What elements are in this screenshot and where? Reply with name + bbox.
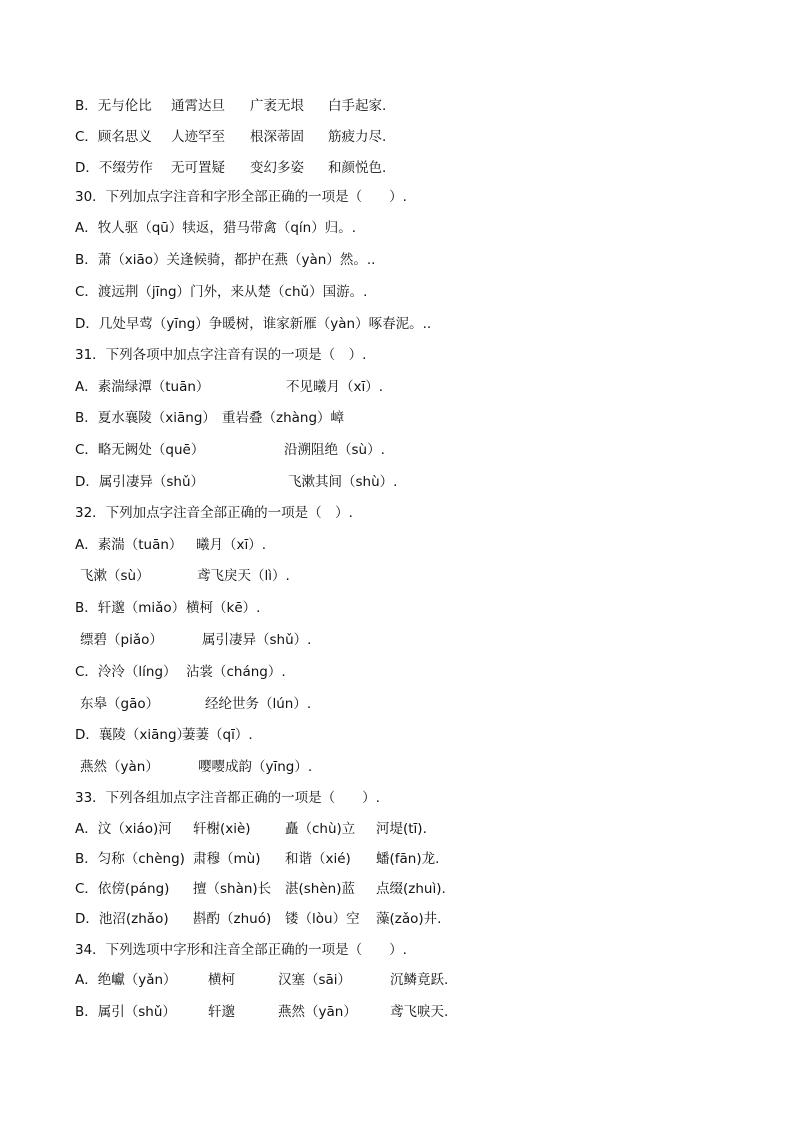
option-cell: B．夏水襄陵（xiāng） [75, 410, 216, 426]
option-cell: 嘤嘤成韵（yīng）. [198, 759, 313, 775]
option-line: C．渡远荆（jīng）门外，来从楚（chǔ）国游。. [75, 284, 368, 300]
option-cell: 矗（chù)立 [285, 821, 356, 837]
question-31-stem: 31．下列各项中加点字注音有误的一项是（ ）. [75, 347, 367, 363]
option-cell: D．池沼(zhǎo) [75, 911, 169, 927]
option-cell: B．属引（shǔ） [75, 1004, 176, 1020]
option-cell: 沾裳（cháng）. [186, 664, 286, 680]
option-cell: 藻(zǎo)井. [376, 911, 442, 927]
option-cell: 湛(shèn)蓝 [285, 881, 355, 897]
option-cell: D．属引凄异（shǔ） [75, 474, 205, 490]
option-cell: C．顾名思义 [75, 129, 152, 145]
option-cell: 萋萋（qī）. [182, 727, 253, 743]
option-cell: 沿溯阻绝（sù）. [284, 442, 385, 458]
option-cell: 人迹罕至 [171, 129, 225, 145]
option-cell: 轩榭(xiè) [193, 821, 251, 837]
option-cell: 曦月（xī）. [196, 537, 267, 553]
option-cell: 通霄达旦 [171, 98, 225, 114]
option-cell: 轩邈 [208, 1004, 235, 1020]
option-cell: A．绝巘（yǎn） [75, 972, 177, 988]
option-cell: 燕然（yàn） [80, 759, 159, 775]
option-cell: C．依傍(páng) [75, 881, 170, 897]
option-cell: 变幻多姿 [250, 160, 304, 176]
option-cell: 不见曦月（xī）. [286, 379, 384, 395]
option-cell: D．不缀劳作 [75, 160, 153, 176]
option-line: A．牧人驱（qū）犊返，猎马带禽（qín）归。. [75, 220, 357, 236]
option-line: B．萧（xiāo）关逢候骑，都护在燕（yàn）然。.. [75, 252, 376, 268]
option-cell: C．略无阙处（quē） [75, 442, 205, 458]
option-cell: 河堤(tī). [376, 821, 427, 837]
question-30-stem: 30．下列加点字注音和字形全部正确的一项是（ ）. [75, 189, 407, 205]
option-cell: 肃穆（mù) [193, 851, 261, 867]
option-cell: 鸢飞唳天. [390, 1004, 449, 1020]
option-cell: B．无与伦比 [75, 98, 152, 114]
option-cell: 镂（lòu）空 [285, 911, 360, 927]
option-cell: 擅（shàn)长 [193, 881, 272, 897]
option-cell: 东皋（gāo） [80, 696, 160, 712]
option-line: D．几处早莺（yīng）争暖树，谁家新雁（yàn）啄春泥。.. [75, 316, 432, 332]
option-cell: 点缀(zhuì). [376, 881, 446, 897]
option-cell: 筋疲力尽. [328, 129, 387, 145]
option-cell: 和谐（xié) [285, 851, 351, 867]
option-cell: 属引凄异（shǔ）. [202, 632, 312, 648]
option-cell: A．素湍（tuān） [75, 537, 183, 553]
option-cell: 汉塞（sāi） [278, 972, 352, 988]
option-cell: 斟酌（zhuó) [193, 911, 272, 927]
option-cell: B．轩邈（miǎo） [75, 600, 186, 616]
option-cell: 重岩叠（zhàng）嶂 [222, 410, 345, 426]
option-cell: D．襄陵（xiāng） [75, 727, 191, 743]
option-cell: A．汶（xiáo)河 [75, 821, 172, 837]
question-33-stem: 33．下列各组加点字注音都正确的一项是（ ）. [75, 790, 380, 806]
option-cell: 缥碧（piǎo） [80, 632, 163, 648]
option-cell: 飞漱其间（shù）. [288, 474, 398, 490]
option-cell: C．泠泠（líng） [75, 664, 177, 680]
option-cell: 横柯 [208, 972, 235, 988]
option-cell: 沉鳞竟跃. [390, 972, 449, 988]
option-cell: 根深蒂固 [250, 129, 304, 145]
option-cell: 无可置疑 [171, 160, 225, 176]
option-cell: B．匀称（chèng) [75, 851, 185, 867]
question-32-stem: 32．下列加点字注音全部正确的一项是（ ）. [75, 505, 353, 521]
option-cell: 广袤无垠 [250, 98, 304, 114]
option-cell: 横柯（kē）. [186, 600, 261, 616]
option-cell: 飞漱（sù） [80, 568, 150, 584]
option-cell: 燕然（yān） [278, 1004, 357, 1020]
option-cell: 经纶世务（lún）. [205, 696, 312, 712]
question-34-stem: 34．下列选项中字形和注音全部正确的一项是（ ）. [75, 942, 407, 958]
option-cell: 蟠(fān)龙. [376, 851, 440, 867]
option-cell: 和颜悦色. [328, 160, 387, 176]
option-cell: A．素湍绿潭（tuān） [75, 379, 210, 395]
option-cell: 鸢飞戾天（lì）. [197, 568, 290, 584]
option-cell: 白手起家. [328, 98, 387, 114]
